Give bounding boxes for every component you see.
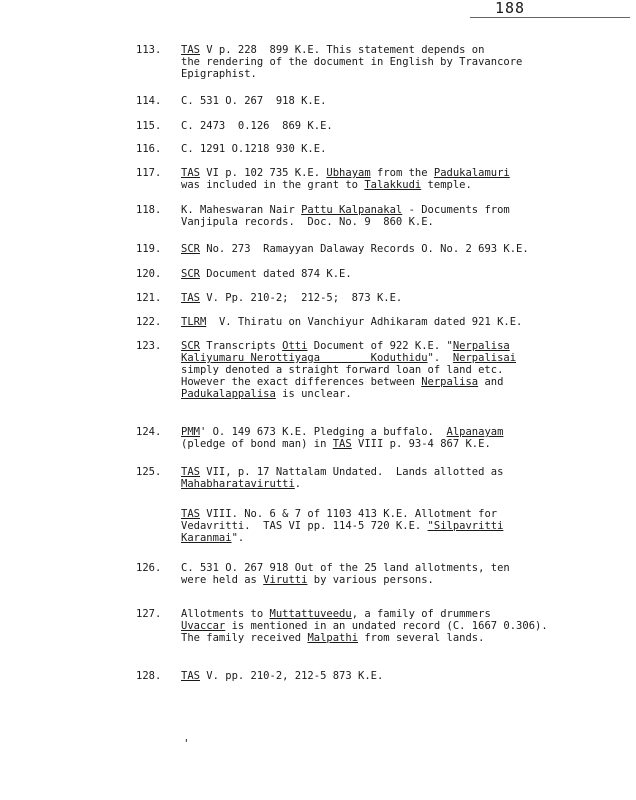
footnote-line [181, 216, 621, 228]
footnote-text [181, 670, 621, 682]
text-segment: However the exact differences between [181, 376, 422, 388]
footnote-text [181, 143, 621, 155]
footnote-line [181, 352, 621, 364]
text-segment: C. 531 O. 267 918 Out of the 25 land allotments, ten [181, 562, 510, 574]
footnote-number: 116. [136, 143, 162, 155]
footnote-text [181, 44, 621, 80]
footnote-text [181, 466, 621, 490]
underlined-term: Muttattuveedu [269, 608, 352, 620]
footnote-number: 126. [136, 562, 162, 574]
underlined-term: Padukalappalisa [181, 388, 276, 400]
footnote-line [181, 388, 621, 400]
text-segment: from several lands. [358, 632, 485, 644]
underlined-term: "Silpavritti [427, 520, 504, 532]
footnote-line [181, 466, 621, 478]
footnote-line [181, 68, 621, 80]
text-segment: temple. [421, 179, 472, 191]
footnote-text [181, 243, 621, 255]
footnote-number: 121. [136, 292, 162, 304]
footnote-line [181, 632, 621, 644]
footnote-text [181, 292, 621, 304]
text-segment: Vanjipula records. Doc. No. 9 860 K.E. [181, 216, 434, 228]
page-number: 188 [493, 0, 529, 18]
footnote-line [181, 204, 621, 216]
text-segment: The family received [181, 632, 308, 644]
underlined-term: TLRM [181, 316, 207, 328]
text-segment: . [294, 478, 302, 490]
footnote-text [181, 167, 621, 191]
footnote-number: 127. [136, 608, 162, 620]
text-segment: C. 531 O. 267 918 K.E. [181, 95, 327, 107]
footnote-text [181, 268, 621, 280]
footnote-number: 125. [136, 466, 162, 478]
underlined-term: Karanmai [181, 532, 232, 544]
footnote-number: 115. [136, 120, 162, 132]
footnote-text [181, 508, 621, 544]
text-segment: V. pp. 210-2, 212-5 873 K.E. [199, 670, 384, 682]
footnote-line [181, 608, 621, 620]
underlined-term: Nerpalisa [452, 340, 510, 352]
underlined-term: PMM [181, 426, 200, 438]
underlined-term: Malpathi [307, 632, 359, 644]
text-segment: V p. 228 899 K.E. This statement depends on [199, 44, 485, 56]
text-segment: V. Thiratu on Vanchiyur Adhikaram dated 921 K.E. [206, 316, 523, 328]
underlined-term: Ubhayam [326, 167, 371, 179]
footnote-text [181, 204, 621, 228]
text-segment: ' O. 149 673 K.E. Pledging a buffalo. [199, 426, 447, 438]
text-segment: was included in the grant to [181, 179, 365, 191]
text-segment: (pledge of bond man) in [181, 438, 333, 450]
footnote-line [181, 508, 621, 520]
footnote-text [181, 340, 621, 400]
underlined-term: SCR [181, 243, 200, 255]
underlined-term: Uvaccar [181, 620, 226, 632]
underlined-term: TAS [181, 44, 200, 56]
footnote-number: 128. [136, 670, 162, 682]
text-segment: No. 273 Ramayyan Dalaway Records O. No. 2 693 K.E. [199, 243, 529, 255]
underlined-term: Talakkudi [364, 179, 422, 191]
footnote-number: 124. [136, 426, 162, 438]
underlined-term: Otti [282, 340, 308, 352]
footnote-text [181, 120, 621, 132]
text-segment: C. 2473 0.126 869 K.E. [181, 120, 333, 132]
underlined-term: SCR [181, 340, 200, 352]
underlined-term: TAS [181, 670, 200, 682]
text-segment: Document of 922 K.E. " [307, 340, 453, 352]
footnote-number: 122. [136, 316, 162, 328]
text-segment: Allotments to [181, 608, 270, 620]
underlined-term: TAS [181, 167, 200, 179]
text-segment: by various persons. [307, 574, 434, 586]
footnote-line [181, 376, 621, 388]
text-segment: VII, p. 17 Nattalam Undated. Lands allotted as [199, 466, 504, 478]
footnote-text [181, 562, 621, 586]
text-segment: Document dated 874 K.E. [199, 268, 352, 280]
text-segment: Transcripts [199, 340, 283, 352]
footnote-number: 113. [136, 44, 162, 56]
text-segment: VI p. 102 735 K.E. [199, 167, 327, 179]
footnote-number: 117. [136, 167, 162, 179]
footnote-line [181, 562, 621, 574]
underlined-term: TAS [181, 508, 200, 520]
footnote-line [181, 574, 621, 586]
underlined-term: Alpanayam [446, 426, 504, 438]
underlined-term: TAS [181, 466, 200, 478]
text-segment: from the [370, 167, 434, 179]
underlined-term: SCR [181, 268, 200, 280]
text-segment: V. Pp. 210-2; 212-5; 873 K.E. [199, 292, 403, 304]
footnote-number: 118. [136, 204, 162, 216]
underlined-term: Kaliyumaru Nerottiyaga Koduthidu [181, 352, 428, 364]
text-segment: VIII p. 93-4 867 K.E. [351, 438, 491, 450]
footnote-text [181, 608, 621, 644]
text-segment: C. 1291 O.1218 930 K.E. [181, 143, 327, 155]
underlined-term: Mahabharatavirutti [181, 478, 295, 490]
text-segment: K. Maheswaran Nair [181, 204, 302, 216]
footnote-line [181, 143, 621, 155]
text-segment: , a family of drummers [351, 608, 491, 620]
footnote-line [181, 532, 621, 544]
footnote-line [181, 670, 621, 682]
underlined-term: TAS [181, 292, 200, 304]
underlined-term: TAS [332, 438, 352, 450]
footnote-line [181, 316, 621, 328]
footnote-line [181, 95, 621, 107]
footnote-text [181, 426, 621, 450]
text-segment: VIII. No. 6 & 7 of 1103 413 K.E. Allotment for [199, 508, 498, 520]
underlined-term: Nerpalisa [421, 376, 479, 388]
text-segment: ". [231, 532, 245, 544]
stray-mark: ' [183, 737, 190, 750]
header-rule [470, 17, 630, 18]
footnote-line [181, 520, 621, 532]
footnote-line [181, 620, 621, 632]
footnote-line [181, 478, 621, 490]
underlined-term: Virutti [263, 574, 308, 586]
footnote-number: 119. [136, 243, 162, 255]
text-segment: Epigraphist. [181, 68, 257, 80]
footnote-text [181, 316, 621, 328]
footnote-text [181, 95, 621, 107]
text-segment: and [478, 376, 504, 388]
footnote-line [181, 364, 621, 376]
footnote-line [181, 438, 621, 450]
underlined-term: Nerpalisai [452, 352, 517, 364]
text-segment: - Documents from [402, 204, 510, 216]
footnote-line [181, 44, 621, 56]
text-segment: is mentioned in an undated record (C. 1667 0.306). [225, 620, 548, 632]
underlined-term: Pattu Kalpanakal [301, 204, 403, 216]
footnote-line [181, 292, 621, 304]
text-segment: ". [427, 352, 453, 364]
underlined-term: Padukalamuri [433, 167, 510, 179]
footnote-line [181, 120, 621, 132]
footnote-line [181, 426, 621, 438]
footnote-line [181, 268, 621, 280]
footnote-number: 120. [136, 268, 162, 280]
footnote-number: 123. [136, 340, 162, 352]
footnote-number: 114. [136, 95, 162, 107]
text-segment: the rendering of the document in English by Travancore [181, 56, 523, 68]
footnote-line [181, 56, 621, 68]
footnote-line [181, 179, 621, 191]
footnote-line [181, 243, 621, 255]
text-segment: is unclear. [275, 388, 352, 400]
footnote-line [181, 167, 621, 179]
text-segment: were held as [181, 574, 264, 586]
text-segment: Vedavritti. TAS VI pp. 114-5 720 K.E. [181, 520, 428, 532]
footnote-line [181, 340, 621, 352]
text-segment: simply denoted a straight forward loan of land etc. [181, 364, 504, 376]
